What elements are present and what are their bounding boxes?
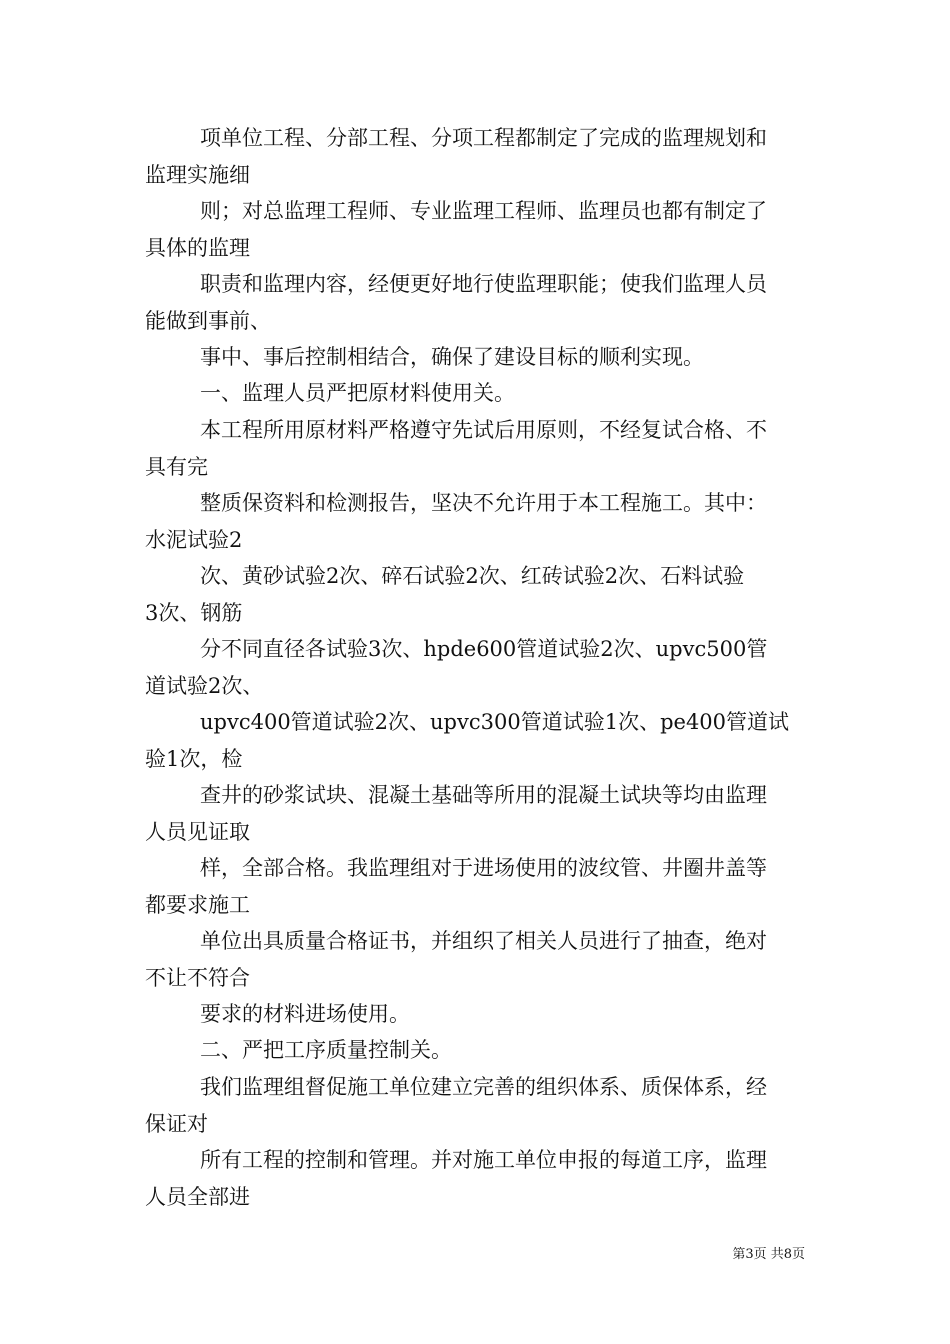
paragraph-line: 一、监理人员严把原材料使用关。	[200, 381, 515, 405]
paragraph-line: 查井的砂浆试块、混凝土基础等所用的混凝土试块等均由监理	[200, 783, 767, 807]
paragraph-line: 分不同直径各试验3次、hpde600管道试验2次、upvc500管	[200, 637, 768, 661]
paragraph-line: 监理实施细	[145, 162, 250, 187]
paragraph-line: 项单位工程、分部工程、分项工程都制定了完成的监理规划和	[200, 126, 767, 150]
paragraph-line: 职责和监理内容，经便更好地行使监理职能；使我们监理人员	[200, 272, 767, 296]
paragraph-line: 道试验2次、	[145, 673, 264, 698]
paragraph-2	[145, 193, 825, 266]
paragraph-line: 所有工程的控制和管理。并对施工单位申报的每道工序，监理	[200, 1148, 767, 1172]
paragraph-line: 都要求施工	[145, 892, 250, 917]
paragraph-11	[145, 850, 825, 923]
paragraph-line: 整质保资料和检测报告，坚决不允许用于本工程施工。其中：	[200, 491, 767, 515]
paragraph-line: 人员见证取	[145, 819, 250, 844]
paragraph-3	[145, 266, 825, 339]
paragraph-line: 二、严把工序质量控制关。	[200, 1038, 452, 1062]
paragraph-line: 验1次，检	[145, 746, 243, 771]
paragraph-8	[145, 631, 825, 704]
paragraph-4	[145, 339, 825, 376]
paragraph-line: 要求的材料进场使用。	[200, 1002, 410, 1026]
paragraph-6	[145, 485, 825, 558]
paragraph-line: upvc400管道试验2次、upvc300管道试验1次、pe400管道试	[200, 710, 790, 734]
paragraph-12	[145, 923, 825, 996]
paragraph-15	[145, 1142, 825, 1215]
paragraph-5	[145, 412, 825, 485]
paragraph-line: 本工程所用原材料严格遵守先试后用原则，不经复试合格、不	[200, 418, 767, 442]
paragraph-10	[145, 777, 825, 850]
paragraph-line: 能做到事前、	[145, 308, 271, 333]
paragraph-line: 事中、事后控制相结合，确保了建设目标的顺利实现。	[200, 345, 704, 369]
paragraph-line: 水泥试验2	[145, 527, 243, 552]
paragraph-line: 具体的监理	[145, 235, 250, 260]
section-heading-2	[145, 1032, 825, 1069]
paragraph-line: 次、黄砂试验2次、碎石试验2次、红砖试验2次、石料试验	[200, 564, 745, 588]
paragraph-7	[145, 558, 825, 631]
section-heading-1	[145, 375, 825, 412]
page-number: 第3页 共8页	[732, 1247, 805, 1262]
paragraph-line: 人员全部进	[145, 1184, 250, 1209]
paragraph-line: 我们监理组督促施工单位建立完善的组织体系、质保体系，经	[200, 1075, 767, 1099]
paragraph-9	[145, 704, 825, 777]
paragraph-line: 保证对	[145, 1111, 208, 1136]
paragraph-line: 不让不符合	[145, 965, 250, 990]
paragraph-line: 样，全部合格。我监理组对于进场使用的波纹管、井圈井盖等	[200, 856, 767, 880]
paragraph-13	[145, 996, 825, 1033]
paragraph-line: 3次、钢筋	[145, 600, 243, 625]
paragraph-line: 具有完	[145, 454, 208, 479]
paragraph-line: 单位出具质量合格证书，并组织了相关人员进行了抽查，绝对	[200, 929, 767, 953]
paragraph-line: 则；对总监理工程师、专业监理工程师、监理员也都有制定了	[200, 199, 767, 223]
paragraph-1	[145, 120, 825, 193]
paragraph-14	[145, 1069, 825, 1142]
